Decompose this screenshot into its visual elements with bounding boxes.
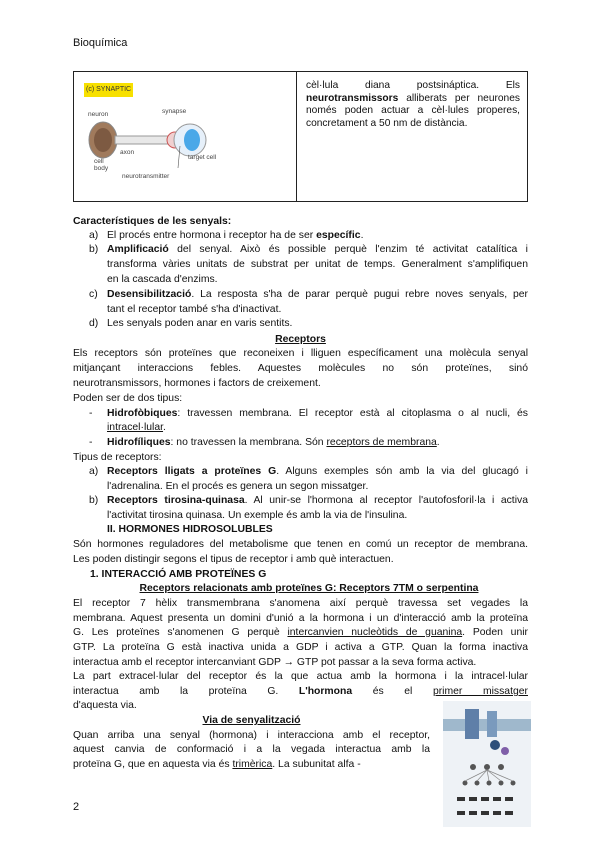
sig-b-l3: en la cascada d'enzims. [107,274,218,285]
neuron-label: neuron [88,111,109,118]
via-l1: Quan arriba una senyal (hormona) i interacciona amb el receptor, [73,730,430,741]
sig-c-l1: Desensibilització. La resposta s'ha de parar perquè pugui rebre noves senyals, per [107,289,528,300]
rec-b-l2: l'activitat tirosina quinasa. Un exemple és amb la via de l'insulina. [107,510,408,521]
page-number: 2 [73,801,80,813]
section2-p-l2: Les poden distingir segons el tipus de receptor i amb què interactuen. [73,554,394,565]
marker-a: a) [89,230,99,241]
section2-sub: Receptors relacionats amb proteïnes G: Receptors 7TM o serpentina [139,583,479,594]
via-l2: aquest canvia de conformació i a la vegada interactua amb la [73,744,430,755]
sig-d: Les senyals poden anar en varis sentits. [107,318,293,329]
section2-h1: 1. INTERACCIÓ AMB PROTEÏNES G [90,569,267,580]
sig-b-l1: Amplificació del senyal. Això és possible perquè l'enzim té activitat catalítica i [107,244,528,255]
cell-bold: neurotransmissors [306,92,399,104]
receptors-title: Receptors [275,334,326,345]
receptors-p1-l2: mitjançant interaccions febles. Aquestes molècules no són proteïnes, sinó [73,363,528,374]
marker-ra: a) [89,466,99,477]
q1-l3: G. Les proteïnes s'anomenen G perquè intercanvien nucleòtids de guanina. Poden unir [73,627,528,638]
sig-a: El procés entre hormona i receptor ha de ser específic. [107,230,364,241]
rec-a-l2: l'adrenalina. En el procés es genera un segon missatger. [107,481,369,492]
cell-text-1: cèl·lula diana postsináptica. Els [306,80,520,91]
marker-b: b) [89,244,99,255]
target-cell-label: target cell [188,154,217,161]
sig-title: Característiques de les senyals: [73,216,232,227]
signalling-pathway-figure [443,701,531,827]
synaptic-figure [80,78,292,200]
hidrofobiques-l1: Hidrofòbiques: travessen membrana. El receptor està al citoplasma o al nucli, és [107,408,528,419]
via-title: Via de senyalització [202,715,301,726]
q1-l1: El receptor 7 hèlix transmembrana s'anomena així perquè travessa set vegades la [73,598,528,609]
section2-title: II. HORMONES HIDROSOLUBLES [107,524,273,535]
sig-b-l2: transforma vàries unitats de substrat per unitat de temps. Generalment s'amplifiquen [107,259,528,270]
q2-l2: interactua amb la proteïna G. L'hormona és el primer missatger [73,686,528,697]
types-intro: Poden ser de dos tipus: [73,393,183,404]
hidrofobiques-l2: intracel·lular. [107,422,166,433]
cell-text-2: alliberats per neurones només poden actuar a cèl·lules properes, concretament a 50 nm de distància. [306,92,520,129]
synapse-diagram [80,78,292,200]
q2-l3: d'aquesta via. [73,700,137,711]
q1-l5: interactua amb el receptor intercanviant GDP → GTP pot passar a la seva forma activa. [73,657,477,668]
synapse-table [73,71,528,202]
marker-d: d) [89,318,99,329]
q1-l4: GTP. La proteïna G està inactiva unida a GDP i activa a GTP. Quan la forma inactiva [73,642,528,653]
dash-1: - [89,408,93,419]
synapse-label: synapse [162,108,187,115]
receptors-p1-l3: neurotransmissors, hormones i factors de creixement. [73,378,321,389]
marker-rb: b) [89,495,99,506]
via-l3: proteïna G, que en aquesta via és trimèrica. La subunitat alfa - [73,759,361,770]
table-divider [296,72,297,201]
axon-label: axon [120,149,135,156]
cell-body-label: cell body [94,158,109,172]
figure-tag: (c) SYNAPTIC [84,83,133,97]
table-right-cell [306,80,520,130]
rec-a-l1: Receptors lligats a proteïnes G. Alguns exemples són amb la via del glucagó i [107,466,528,477]
rec-b-l1: Receptors tirosina-quinasa. Al unir-se l'hormona al receptor l'autofosforil·la i activa [107,495,528,506]
pathway-diagram [443,701,531,827]
dash-2: - [89,437,93,448]
section2-p-l1: Són hormones reguladores del metabolisme que tenen en comú un receptor de membrana. [73,539,528,550]
marker-c: c) [89,289,98,300]
receptors-p1-l1: Els receptors són proteïnes que reconeixen i lliguen específicament una molècula senyal [73,348,528,359]
q2-l1: La part extracel·lular del receptor és la que actua amb la hormona i la intracel·lular [73,671,528,682]
tipus-receptors: Tipus de receptors: [73,452,162,463]
neurotransmitter-label: neurotransmitter [122,173,170,180]
sig-c-l2: tant el receptor també s'ha d'inactivat. [107,304,282,315]
q1-l2: membrana. Aquest presenta un domini d'unió a la hormona i un d'interacció amb la proteïna [73,613,528,624]
page-header: Bioquímica [73,37,128,49]
hidrofiliques: Hidrofíliques: no travessen la membrana. Són receptors de membrana. [107,437,440,448]
